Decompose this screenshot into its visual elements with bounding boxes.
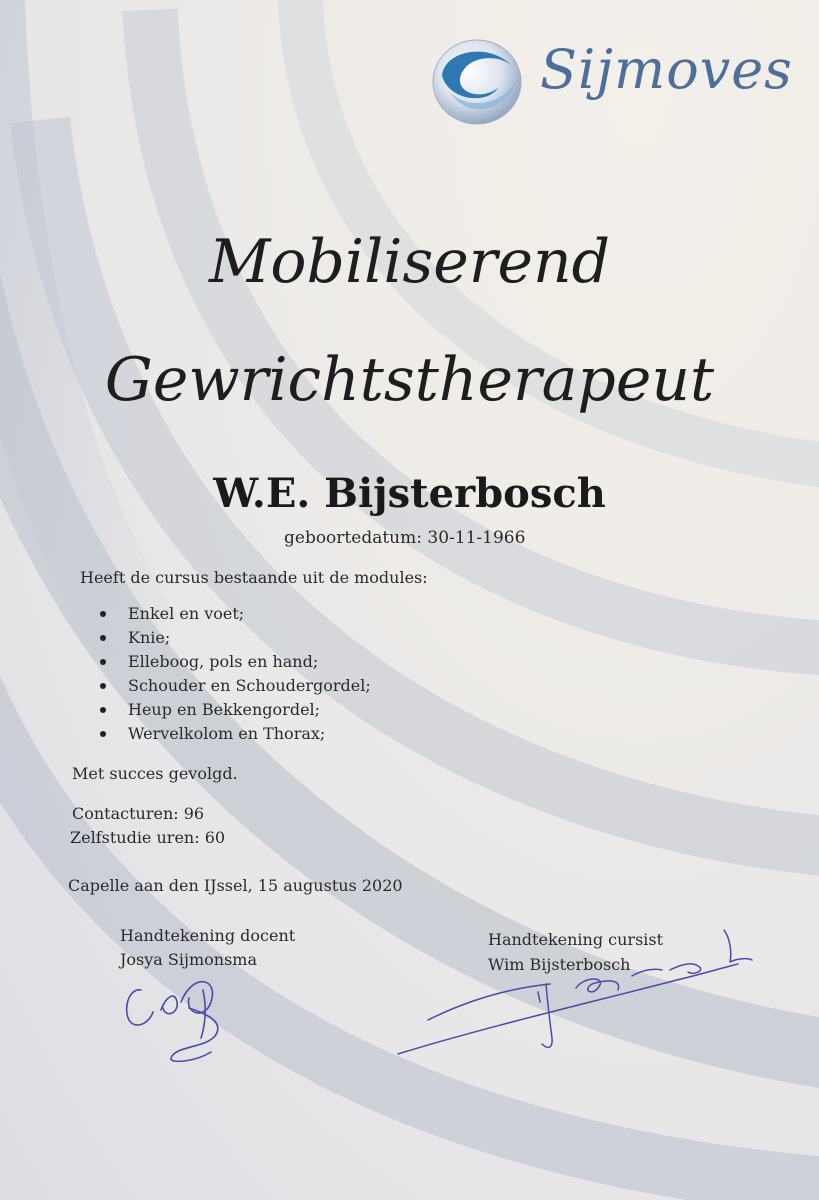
module-label: Wervelkolom en Thorax; [128, 724, 326, 743]
student-name: Wim Bijsterbosch [488, 955, 631, 974]
self-study-hours: Zelfstudie uren: 60 [70, 828, 226, 847]
module-label: Schouder en Schoudergordel; [128, 676, 371, 695]
bullet-icon [100, 611, 106, 617]
holder-name: W.E. Bijsterbosch [213, 470, 606, 517]
completion-statement: Met succes gevolgd. [72, 764, 238, 783]
place-and-date: Capelle aan den IJssel, 15 augustus 2020 [68, 876, 403, 895]
module-label: Heup en Bekkengordel; [128, 700, 321, 719]
bullet-icon [100, 707, 106, 713]
bullet-icon [100, 731, 106, 737]
teacher-name: Josya Sijmonsma [120, 950, 257, 969]
course-intro: Heeft de cursus bestaande uit de modules: [80, 568, 428, 587]
contact-hours: Contacturen: 96 [72, 804, 205, 823]
teacher-signature-label: Handtekening docent [120, 926, 296, 945]
brand-name: Sijmoves [540, 38, 793, 101]
module-label: Knie; [128, 628, 171, 647]
bullet-icon [100, 635, 106, 641]
bullet-icon [100, 683, 106, 689]
teacher-signature [115, 968, 245, 1064]
module-label: Enkel en voet; [128, 604, 245, 623]
bullet-icon [100, 659, 106, 665]
student-signature-label: Handtekening cursist [488, 930, 664, 949]
birth-date-line [284, 528, 525, 548]
birth-date-label: geboortedatum: [284, 528, 422, 548]
module-label: Elleboog, pols en hand; [128, 652, 319, 671]
certificate-title-line-2: Gewrichtstherapeut [104, 345, 715, 415]
birth-date-value: 30-11-1966 [427, 528, 526, 548]
certificate-title-line-1: Mobiliserend [208, 227, 611, 297]
brand-logo [430, 30, 793, 130]
sijmoves-logo-icon [430, 36, 524, 126]
student-signature [392, 918, 757, 1060]
